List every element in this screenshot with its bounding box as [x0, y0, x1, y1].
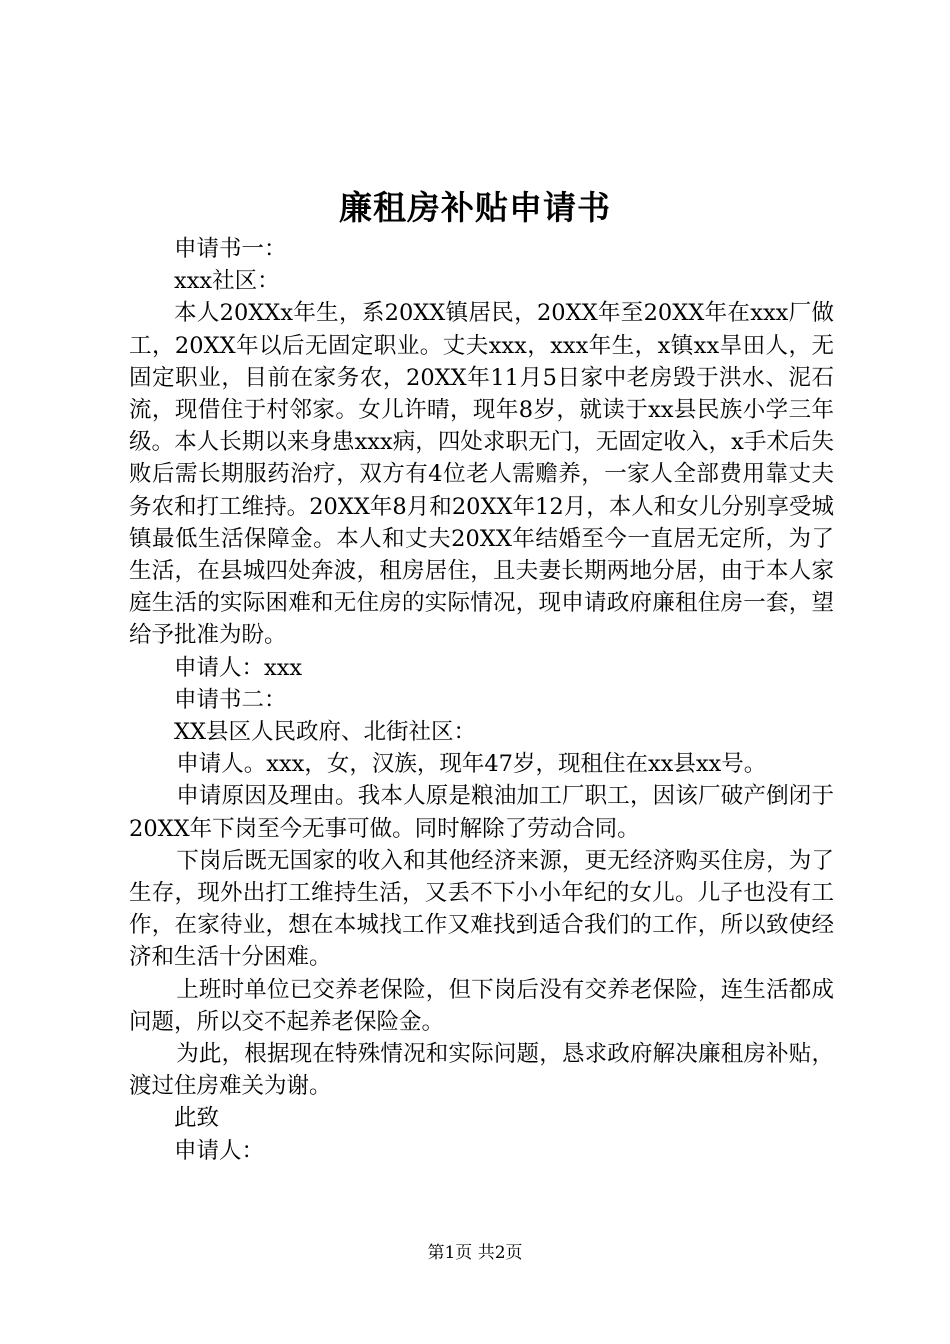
- paragraph-signature-one: 申请人：xxx: [174, 654, 303, 681]
- paragraph-request: 为此，根据现在特殊情况和实际问题，恳求政府解决廉租房补贴，渡过住房难关为谢。: [129, 1041, 834, 1100]
- document-title: 廉租房补贴申请书: [339, 188, 611, 227]
- paragraph-situation: 下岗后既无国家的收入和其他经济来源，更无经济购买住房，为了生存，现外出打工维持生活，又丢不下小小年纪的女儿。儿子也没有工作，在家待业，想在本城找工作又难找到适合我们的工作，所以致使经济和生活十分困难。: [129, 847, 834, 971]
- paragraph-heading-two: 申请书二：: [174, 686, 287, 713]
- paragraph-body-one: 本人20XXx年生，系20XX镇居民，20XX年至20XX年在xxx厂做工，20XX年以后无固定职业。丈夫xxx，xxx年生，x镇xx旱田人，无固定职业，目前在家务农，20XX年11月5日家中老房毁于洪水、泥石流，现借住于村邻家。女儿许晴，现年8岁，就读于xx县民族小学三年级。本人长期以来身患xxx病，四处求职无门，无固定收入，x手术后失败后需长期服药治疗，双方有4位老人需赡养，一家人全部费用靠丈夫务农和打工维持。20XX年8月和20XX年12月，本人和女儿分别享受城镇最低生活保障金。本人和丈夫20XX年结婚至今一直居无定所，为了生活，在县城四处奔波，租房居住，且夫妻长期两地分居，由于本人家庭生活的实际困难和无住房的实际情况，现申请政府廉租住房一套，望给予批准为盼。: [129, 300, 834, 649]
- paragraph-addressee-one: xxx社区：: [174, 268, 280, 295]
- paragraph-heading-one: 申请书一：: [174, 236, 287, 262]
- paragraph-reason: 申请原因及理由。我本人原是粮油加工厂职工，因该厂破产倒闭于20XX年下岗至今无事可做。同时解除了劳动合同。: [129, 783, 834, 842]
- paragraph-applicant-info: 申请人。xxx，女，汉族，现年47岁，现租住在xx县xx号。: [176, 751, 767, 778]
- paragraph-insurance: 上班时单位已交养老保险，但下岗后没有交养老保险，连生活都成问题，所以交不起养老保险金。: [129, 976, 834, 1035]
- paragraph-closing: 此致: [174, 1105, 220, 1132]
- paragraph-signature-two: 申请人：: [174, 1137, 265, 1164]
- paragraph-addressee-two: XX县区人民政府、北街社区：: [174, 719, 477, 746]
- document-body: [129, 233, 834, 1167]
- page-indicator: 第1页 共2页: [427, 1243, 523, 1263]
